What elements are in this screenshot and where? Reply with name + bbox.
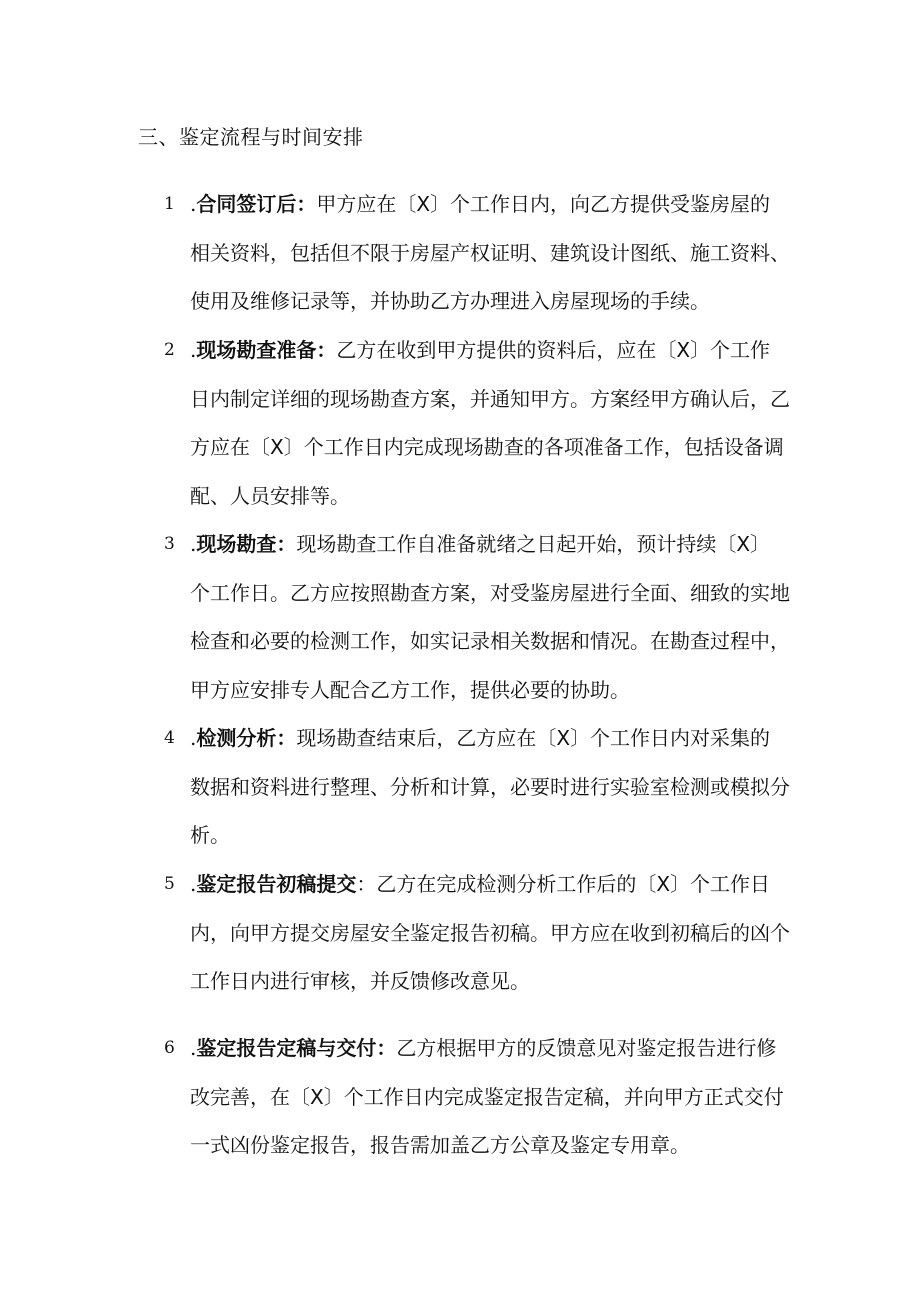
item-number: 4 <box>164 728 175 748</box>
item-dot: . <box>190 726 197 750</box>
item-text: 乙方根据甲方的反馈意见对鉴定报告进行修改完善，在〔X〕个工作日内完成鉴定报告定稿，并向甲方正式交付一式凶份鉴定报告，报告需加盖乙方公章及鉴定专用章。 <box>190 1036 784 1157</box>
list-item <box>164 860 790 1006</box>
item-heading: 现场勘查准备： <box>196 338 337 362</box>
section-title: 三、鉴定流程与时间安排 <box>138 125 364 149</box>
item-number: 1 <box>164 194 175 214</box>
item-text: 乙方在收到甲方提供的资料后，应在〔X〕个工作日内制定详细的现场勘查方案，并通知甲方。方案经甲方确认后，乙方应在〔X〕个工作日内完成现场勘查的各项准备工作，包括设备调配、人员安排等。 <box>190 338 790 508</box>
list-item <box>164 1024 790 1170</box>
item-dot: . <box>190 872 197 896</box>
item-dot: . <box>190 1036 197 1060</box>
item-text: 现场勘查工作自准备就绪之日起开始，预计持续〔X〕个工作日。乙方应按照勘查方案，对受鉴房屋进行全面、细致的实地检查和必要的检测工作，如实记录相关数据和情况。在勘查过程中，甲方应安排专人配合乙方工作，提供必要的协助。 <box>190 532 790 702</box>
list-item <box>164 326 790 520</box>
item-heading: 现场勘查： <box>196 532 297 556</box>
item-heading: 检测分析： <box>196 726 297 750</box>
item-number: 2 <box>164 340 175 360</box>
item-heading: 鉴定报告定稿与交付： <box>196 1036 397 1060</box>
item-text: 现场勘查结束后，乙方应在〔X〕个工作日内对采集的数据和资料进行整理、分析和计算，必要时进行实验室检测或模拟分析。 <box>190 726 790 847</box>
item-dot: . <box>190 192 197 216</box>
item-text: ：乙方在完成检测分析工作后的〔X〕个工作日内，向甲方提交房屋安全鉴定报告初稿。甲方应在收到初稿后的凶个工作日内进行审核，并反馈修改意见。 <box>190 872 790 993</box>
item-dot: . <box>190 338 197 362</box>
list-item <box>164 180 790 326</box>
list-item <box>164 714 790 860</box>
item-number: 5 <box>164 874 175 894</box>
item-number: 6 <box>164 1038 175 1058</box>
item-text: 甲方应在〔X〕个工作日内，向乙方提供受鉴房屋的相关资料，包括但不限于房屋产权证明、建筑设计图纸、施工资料、使用及维修记录等，并协助乙方办理进入房屋现场的手续。 <box>190 192 790 313</box>
item-heading: 鉴定报告初稿提交 <box>196 872 357 896</box>
item-number: 3 <box>164 534 175 554</box>
item-heading: 合同签订后： <box>196 192 317 216</box>
list-item <box>164 520 790 714</box>
item-dot: . <box>190 532 197 556</box>
